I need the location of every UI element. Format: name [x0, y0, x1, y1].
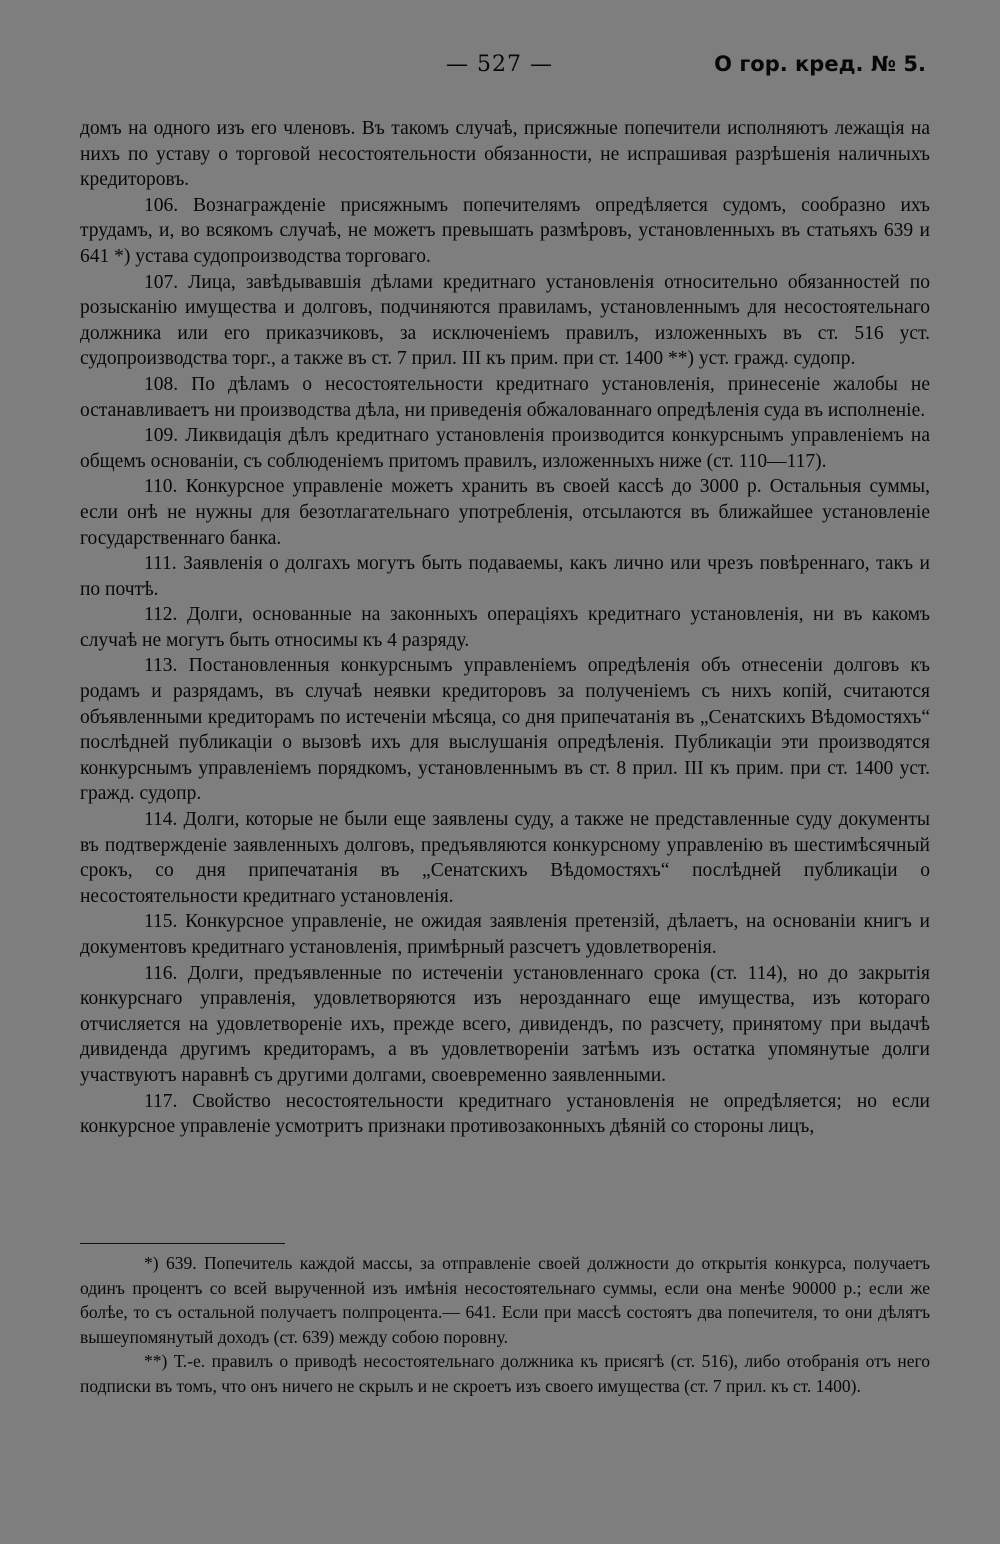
footnote-1: *) 639. Попечитель каждой массы, за отправленіе своей должности до открытія конкурса, получаетъ одинъ процентъ со всей вырученной изъ имѣнія несостоятельнаго суммы, если она менѣе 90000 р.; если же болѣе, то съ остальной получаетъ полпроцента.— 641. Если при массѣ состоятъ два попечителя, то они дѣлятъ вышеупомянутый доходъ (ст. 639) между собою поровну.: [80, 1253, 930, 1347]
footnotes: [80, 1251, 930, 1398]
article-109: 109. Ликвидація дѣлъ кредитнаго установленія производится конкурснымъ управленіемъ на общемъ основаніи, съ соблюденіемъ притомъ правилъ, изложенныхъ ниже (ст. 110—117).: [80, 425, 930, 472]
article-117: 117. Свойство несостоятельности кредитнаго установленія не опредѣляется; но если конкурсное управленіе усмотритъ признаки противозаконныхъ дѣяній со стороны лицъ,: [80, 1090, 930, 1138]
article-112: 112. Долги, основанные на законныхъ операціяхъ кредитнаго установленія, ни въ какомъ случаѣ не могутъ быть относимы къ 4 разряду.: [80, 604, 930, 651]
article-108: 108. По дѣламъ о несостоятельности кредитнаго установленія, принесеніе жалобы не останавливаетъ ни производства дѣла, ни приведенія обжалованнаго опредѣленія суда въ исполненіе.: [80, 373, 930, 421]
article-111: 111. Заявленія о долгахъ могутъ быть подаваемы, какъ лично или чрезъ повѣреннаго, такъ и по почтѣ.: [80, 553, 930, 600]
article-115: 115. Конкурсное управленіе, не ожидая заявленія претензій, дѣлаетъ, на основаніи книгъ и документовъ кредитнаго установленія, примѣрный разсчетъ удовлетворенія.: [80, 911, 930, 958]
main-text: [80, 116, 930, 1140]
article-114: 114. Долги, которые не были еще заявлены суду, а также не представленные суду документы въ подтвержденіе заявленныхъ долговъ, предъявляются конкурсному управленію въ шестимѣсячный срокъ, со дня припечатанія въ „Сенатскихъ Вѣдомостяхъ“ послѣдней публикаціи о несостоятельности кредитнаго установленія.: [80, 809, 930, 907]
article-116: 116. Долги, предъявленные по истеченіи установленнаго срока (ст. 114), но до закрытія конкурснаго управленія, удовлетворяются изъ нерозданнаго еще имущества, изъ котораго отчисляется на удовлетвореніе ихъ, прежде всего, дивидендъ, по разсчету, принятому при выдачѣ дивиденда другимъ кредиторамъ, а въ удовлетвореніи затѣмъ изъ остатка упомянутые долги участвуютъ наравнѣ съ другими долгами, своевременно заявленными.: [80, 962, 930, 1086]
footnote-divider: [80, 1243, 285, 1244]
article-107: 107. Лица, завѣдывавшія дѣлами кредитнаго установленія относительно обязанностей по розысканію имущества и долговъ, подчиняются правиламъ, установленнымъ для несостоятельнаго должника или его приказчиковъ, за исключеніемъ правилъ, изложенныхъ въ ст. 516 уст. судопроизводства торг., а также въ ст. 7 прил. III къ прим. при ст. 1400 **) уст. гражд. судопр.: [80, 271, 930, 370]
page-header: [0, 52, 1000, 86]
paragraph-continuation: домъ на одного изъ его членовъ. Въ такомъ случаѣ, присяжные попечители исполняютъ лежащія на нихъ по уставу о торговой несостоятельности обязанности, не испрашивая разрѣшенія наличныхъ кредиторовъ.: [80, 118, 930, 191]
running-head: О гор. кред. № 5.: [714, 52, 926, 76]
page-number: — 527 —: [446, 52, 553, 77]
article-106: 106. Вознагражденіе присяжнымъ попечителямъ опредѣляется судомъ, сообразно ихъ трудамъ, и, во всякомъ случаѣ, не можетъ превышать размѣровъ, установленныхъ въ статьяхъ 639 и 641 *) устава судопроизводства торговаго.: [80, 194, 930, 267]
footnote-2: **) Т.-е. правилъ о приводѣ несостоятельнаго должника къ присягѣ (ст. 516), либо отобранія отъ него подписки въ томъ, что онъ ничего не скрылъ и не скроетъ изъ своего имущества (ст. 7 прил. къ ст. 1400).: [80, 1351, 930, 1396]
article-113: 113. Постановленныя конкурснымъ управленіемъ опредѣленія объ отнесеніи долговъ къ родамъ и разрядамъ, въ случаѣ неявки кредиторовъ за полученіемъ съ нихъ копій, считаются объявленными кредиторамъ по истеченіи мѣсяца, со дня припечатанія въ „Сенатскихъ Вѣдомостяхъ“ послѣдней публикаціи о вызовѣ ихъ для выслушанія опредѣленія. Публикаціи эти производятся конкурснымъ управленіемъ порядкомъ, установленнымъ въ ст. 8 прил. III къ прим. при ст. 1400 уст. гражд. судопр.: [80, 655, 930, 805]
article-110: 110. Конкурсное управленіе можетъ хранить въ своей кассѣ до 3000 р. Остальныя суммы, если онѣ не нужны для безотлагательнаго употребленія, отсылаются въ ближайшее установленіе государственнаго банка.: [80, 476, 930, 549]
